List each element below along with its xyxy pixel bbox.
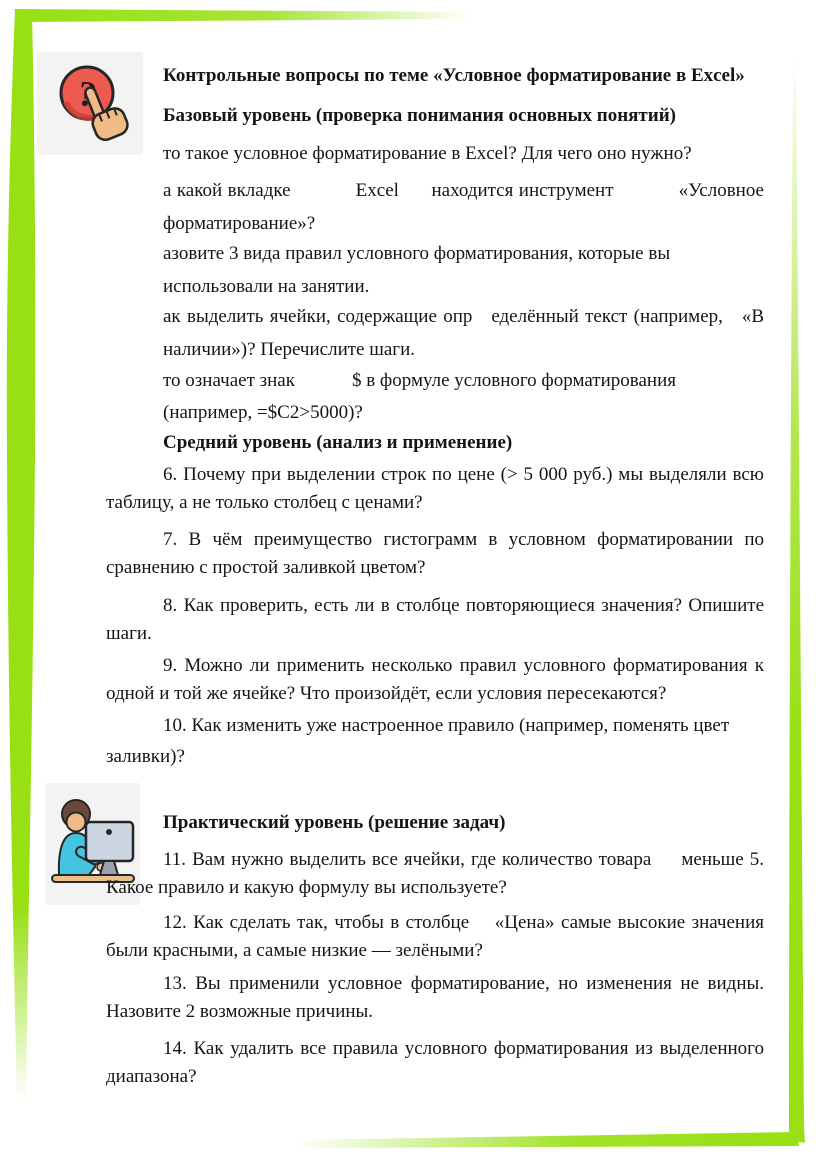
section-practical-level	[106, 809, 764, 1091]
question-3-line-1: азовите 3 вида правил условного форматирования, которые вы	[163, 243, 671, 264]
question-9-line-2: одной и той же ячейке? Что произойдёт, если условия пересекаются?	[106, 683, 667, 704]
question-8-line-2: шаги.	[106, 623, 152, 644]
section-basic-level	[163, 61, 764, 428]
question-6-line-2: таблицу, а не только столбец с ценами?	[106, 492, 423, 513]
heading-practical-level: Практический уровень (решение задач)	[163, 812, 506, 833]
question-14-line-2: диапазона?	[106, 1066, 197, 1087]
question-11-line-1: 11. Вам нужно выделить все ячейки, где количество товара меньше 5.	[163, 849, 764, 870]
question-4-line-2: наличии»)? Перечислите шаги.	[163, 339, 416, 360]
heading-basic-level: Базовый уровень (проверка понимания основных понятий)	[163, 105, 676, 126]
question-3-line-2: использовали на занятии.	[163, 276, 370, 297]
question-11-line-2: Какое правило и какую формулу вы используете?	[106, 877, 507, 898]
question-13-line-2: Назовите 2 возможные причины.	[106, 1001, 374, 1022]
question-2-line-1: а какой вкладке Excel находится инструмент «Условное	[163, 180, 764, 201]
question-click-graphic	[37, 52, 143, 155]
question-1: то такое условное форматирование в Excel? Для чего оно нужно?	[163, 143, 692, 164]
question-6-line-1: 6. Почему при выделении строк по цене (> 5 000 руб.) мы выделяли всю	[163, 464, 764, 485]
question-13-line-1: 13. Вы применили условное форматирование, но изменения не видны.	[163, 973, 764, 994]
question-2-line-2: форматирование»?	[163, 213, 316, 234]
question-9-line-1: 9. Можно ли применить несколько правил условного форматирования к	[163, 655, 764, 676]
frame-top-stroke	[14, 9, 470, 22]
question-7-line-2: сравнению с простой заливкой цветом?	[106, 557, 426, 578]
doc-title: Контрольные вопросы по теме «Условное форматирование в Excel»	[163, 65, 745, 86]
question-10-line-1: 10. Как изменить уже настроенное правило (например, поменять цвет	[163, 715, 730, 736]
question-12-line-1: 12. Как сделать так, чтобы в столбце «Цена» самые высокие значения	[163, 912, 764, 933]
question-14-line-1: 14. Как удалить все правила условного форматирования из выделенного	[163, 1038, 764, 1059]
question-8-line-1: 8. Как проверить, есть ли в столбце повторяющиеся значения? Опишите	[163, 595, 764, 616]
question-5-line-2: (например, =$C2>5000)?	[163, 402, 363, 423]
question-10-line-2: заливки)?	[106, 746, 185, 767]
question-click-icon	[37, 52, 143, 155]
frame-right-stroke	[789, 50, 805, 1143]
question-5-line-1: то означает знак $ в формуле условного форматирования	[163, 370, 676, 391]
frame-left-stroke	[7, 9, 36, 1102]
frame-bottom-stroke	[295, 1132, 799, 1148]
section-middle-level	[106, 429, 764, 771]
question-7-line-1: 7. В чём преимущество гистограмм в условном форматировании по	[163, 529, 764, 550]
question-12-line-2: были красными, а самые низкие — зелёными?	[106, 940, 483, 961]
heading-middle-level: Средний уровень (анализ и применение)	[163, 432, 513, 453]
question-4-line-1: ак выделить ячейки, содержащие опр еделённый текст (например, «В	[163, 306, 764, 327]
